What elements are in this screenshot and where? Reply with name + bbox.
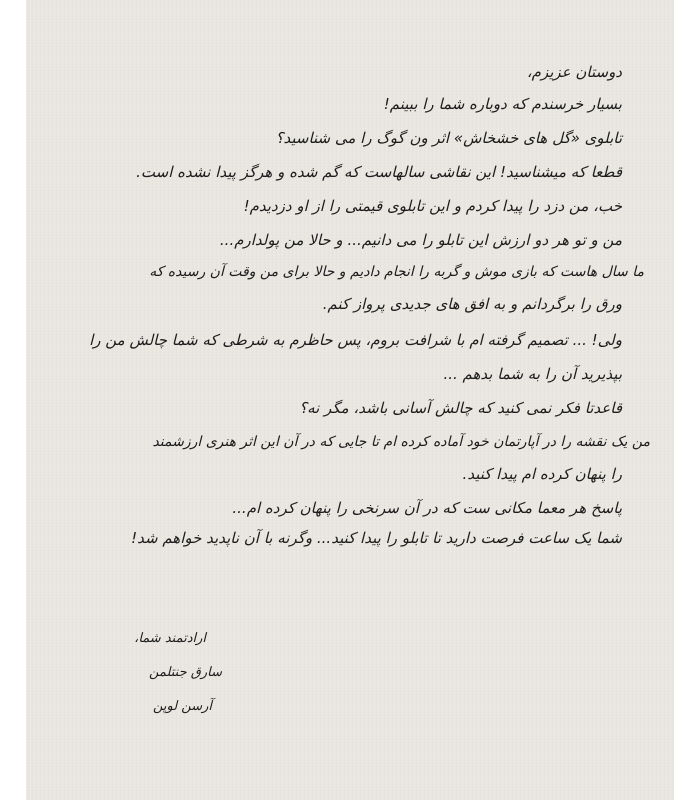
letter-line: تابلوی «گل های خشخاش» اثر ون گوگ را می شناسید؟ — [275, 129, 622, 147]
letter-line: ما سال هاست که بازی موش و گربه را انجام دادیم و حالا برای من وقت آن رسیده که — [149, 264, 644, 280]
letter-greeting: دوستان عزیزم، — [526, 63, 622, 81]
letter-line: قطعا که میشناسید! این نقاشی سالهاست که گم شده و هرگز پیدا نشده است. — [136, 163, 622, 181]
letter-line: من یک نقشه را در آپارتمان خود آماده کرده ام تا جایی که در آن این اثر هنری ارزشمند — [152, 434, 650, 450]
closing-salutation: ارادتمند شما، — [134, 631, 206, 646]
letter-line: بپذیرید آن را به شما بدهم ... — [443, 365, 622, 383]
letter-line: من و تو هر دو ارزش این تابلو را می دانیم... و حالا من پولدارم... — [219, 231, 622, 249]
letter-line: پاسخ هر معما مکانی ست که در آن سرنخی را پنهان کرده ام... — [232, 499, 622, 517]
letter-line: شما یک ساعت فرصت دارید تا تابلو را پیدا کنید... وگرنه با آن ناپدید خواهم شد! — [131, 529, 622, 547]
letter-line: بسیار خرسندم که دوباره شما را ببینم! — [383, 95, 622, 113]
letter-line: ولی! ... تصمیم گرفته ام با شرافت بروم، پس حاظرم به شرطی که شما چالش من را — [89, 331, 622, 349]
paper-sheet — [26, 0, 674, 800]
letter-line: ورق را برگردانم و به افق های جدیدی پرواز کنم. — [322, 295, 622, 313]
letter-line: را پنهان کرده ام پیدا کنید. — [462, 465, 622, 483]
letter-line: خب، من دزد را پیدا کردم و این تابلوی قیمتی را از او دزدیدم! — [243, 197, 622, 215]
closing-name: آرسن لوپن — [152, 699, 212, 714]
closing-title: سارق جنتلمن — [149, 665, 222, 680]
letter-body — [26, 0, 674, 800]
letter-line: قاعدتا فکر نمی کنید که چالش آسانی باشد، مگر نه؟ — [299, 399, 622, 417]
